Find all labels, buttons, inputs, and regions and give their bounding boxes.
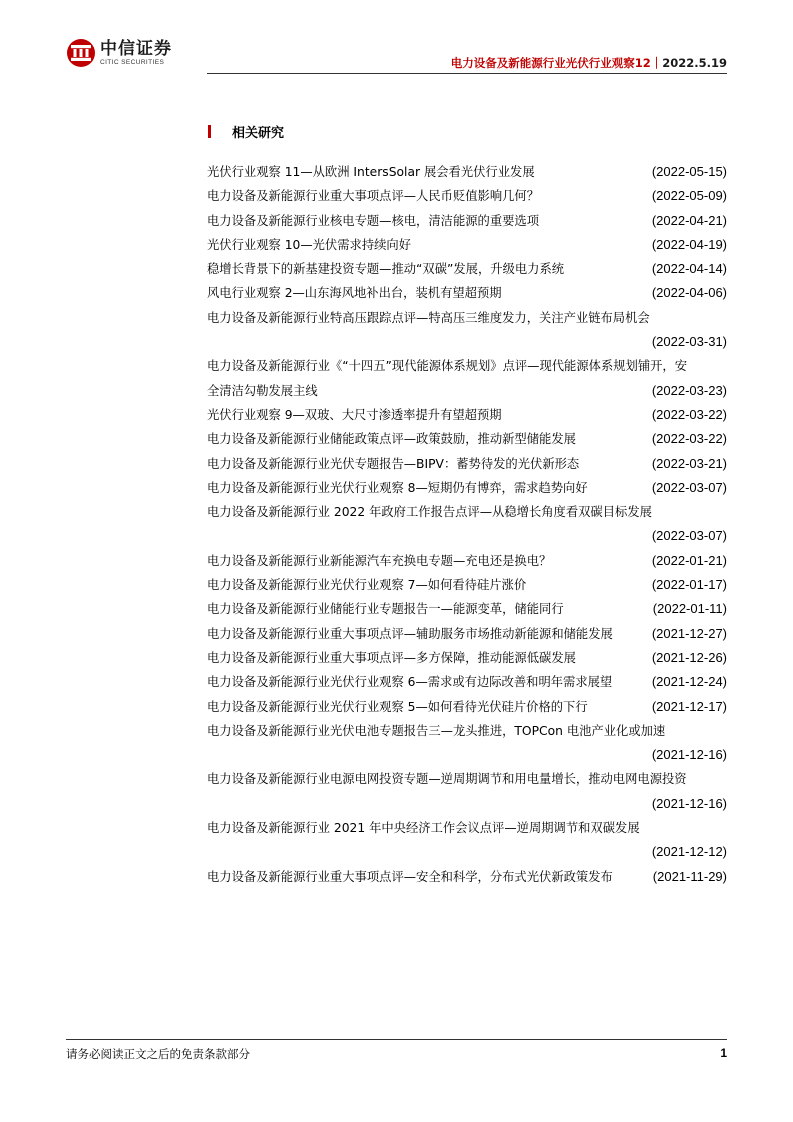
report-title: 电力设备及新能源行业光伏行业观察 7—如何看待硅片涨价 — [207, 578, 527, 593]
report-item — [207, 549, 727, 573]
report-date: (2022-03-23) — [651, 382, 727, 398]
report-date: (2022-01-17) — [651, 577, 727, 593]
report-title: 电力设备及新能源行业重大事项点评—安全和科学，分布式光伏新政策发布 — [207, 869, 613, 884]
report-item — [207, 670, 727, 694]
report-date: (2021-12-16) — [651, 795, 727, 811]
report-date: (2022-03-07) — [651, 528, 727, 544]
report-title: 电力设备及新能源行业重大事项点评—多方保障，推动能源低碳发展 — [207, 650, 576, 665]
report-title: 电力设备及新能源行业新能源汽车充换电专题—充电还是换电？ — [207, 553, 552, 568]
report-title: 电力设备及新能源行业光伏行业观察 8—短期仍有博弈，需求趋势向好 — [207, 480, 588, 495]
page-number: 1 — [720, 1046, 727, 1060]
report-item — [207, 767, 727, 816]
report-item — [207, 597, 727, 621]
report-title: 电力设备及新能源行业电源电网投资专题—逆周期调节和用电量增长，推动电网电源投资 — [207, 772, 687, 787]
report-title: 电力设备及新能源行业储能行业专题报告一—能源变革，储能同行 — [207, 602, 564, 617]
report-date: (2021-11-29) — [652, 868, 727, 884]
report-title: 电力设备及新能源行业 2021 年中央经济工作会议点评—逆周期调节和双碳发展 — [207, 821, 640, 836]
report-title: 电力设备及新能源行业《“十四五”现代能源体系规划》点评—现代能源体系规划铺开，安 — [207, 359, 688, 374]
report-item — [207, 160, 727, 184]
report-title: 电力设备及新能源行业光伏行业观察 6—需求或有边际改善和明年需求展望 — [207, 675, 613, 690]
report-item — [207, 403, 727, 427]
report-date: (2022-05-15) — [651, 164, 727, 179]
report-item — [207, 695, 727, 719]
footer-divider — [66, 1039, 727, 1040]
report-title: 光伏行业观察 11—从欧洲 IntersSolar 展会看光伏行业发展 — [207, 165, 535, 179]
report-date: (2021-12-24) — [651, 674, 727, 690]
report-title: 电力设备及新能源行业重大事项点评—人民币贬值影响几何？ — [207, 189, 540, 204]
report-item — [207, 209, 727, 233]
report-date: (2021-12-16) — [651, 747, 727, 763]
report-title: 电力设备及新能源行业光伏电池专题报告三—龙头推进，TOPCon 电池产业化或加速 — [207, 723, 666, 738]
report-date: (2021-12-26) — [651, 649, 727, 665]
header-divider — [207, 73, 727, 74]
report-title: 电力设备及新能源行业光伏行业观察 5—如何看待光伏硅片价格的下行 — [207, 699, 588, 714]
report-date: (2021-12-17) — [651, 698, 727, 714]
report-date: (2022-04-14) — [651, 261, 727, 277]
report-date: (2022-01-11) — [652, 601, 727, 617]
report-title: 光伏行业观察 10—光伏需求持续向好 — [207, 237, 412, 252]
report-date: (2022-04-21) — [651, 212, 727, 228]
report-title: 稳增长背景下的新基建投资专题—推动“双碳”发展，升级电力系统 — [207, 262, 565, 277]
header-report-info — [451, 55, 727, 71]
report-item — [207, 646, 727, 670]
report-item — [207, 816, 727, 865]
report-title: 电力设备及新能源行业核电专题—核电，清洁能源的重要选项 — [207, 213, 540, 228]
section-marker — [208, 125, 211, 138]
logo-english-name: CITIC SECURITIES — [100, 58, 165, 66]
header-date: 2022.5.19 — [662, 56, 727, 70]
report-title: 光伏行业观察 9—双玻、大尺寸渗透率提升有望超预期 — [207, 407, 502, 422]
citic-logo-icon — [66, 38, 96, 68]
report-item — [207, 573, 727, 597]
report-item — [207, 233, 727, 257]
report-date: (2022-03-21) — [651, 455, 727, 471]
report-item — [207, 281, 727, 305]
report-item — [207, 865, 727, 889]
report-item — [207, 306, 727, 355]
report-date: (2021-12-27) — [651, 625, 727, 641]
report-title: 电力设备及新能源行业光伏专题报告—BIPV：蓄势待发的光伏新形态 — [207, 456, 580, 471]
report-date: (2021-12-12) — [651, 844, 727, 860]
report-title-continued: 全清洁勾勒发展主线 — [207, 383, 318, 398]
report-date: (2022-03-22) — [651, 431, 727, 447]
report-item — [207, 622, 727, 646]
report-date: (2022-03-22) — [651, 406, 727, 422]
report-item — [207, 184, 727, 208]
header-separator: ｜ — [650, 56, 663, 70]
report-date: (2022-03-31) — [651, 334, 727, 350]
related-research-list — [207, 160, 727, 889]
company-logo — [66, 38, 172, 68]
report-date: (2022-04-19) — [651, 236, 727, 252]
report-title: 电力设备及新能源行业储能政策点评—政策鼓励，推动新型储能发展 — [207, 432, 576, 447]
report-title: 电力设备及新能源行业 2022 年政府工作报告点评—从稳增长角度看双碳目标发展 — [207, 505, 652, 520]
report-title: 电力设备及新能源行业特高压跟踪点评—特高压三维度发力，关注产业链布局机会 — [207, 310, 650, 325]
section-heading — [208, 122, 284, 141]
report-item — [207, 427, 727, 451]
logo-chinese-name: 中信证券 — [100, 38, 172, 59]
footer-disclaimer: 请务必阅读正文之后的免责条款部分 — [66, 1047, 250, 1061]
report-item — [207, 719, 727, 768]
report-date: (2022-03-07) — [651, 479, 727, 495]
report-date: (2022-01-21) — [651, 552, 727, 568]
report-title: 电力设备及新能源行业重大事项点评—辅助服务市场推动新能源和储能发展 — [207, 626, 613, 641]
report-date: (2022-04-06) — [651, 285, 727, 301]
report-item — [207, 476, 727, 500]
report-date: (2022-05-09) — [651, 188, 727, 204]
report-item — [207, 257, 727, 281]
report-item — [207, 452, 727, 476]
report-title: 风电行业观察 2—山东海风地补出台，装机有望超预期 — [207, 286, 502, 301]
report-item — [207, 354, 727, 403]
report-item — [207, 500, 727, 549]
section-title: 相关研究 — [232, 126, 285, 141]
header-report-title: 电力设备及新能源行业光伏行业观察12 — [450, 56, 651, 70]
